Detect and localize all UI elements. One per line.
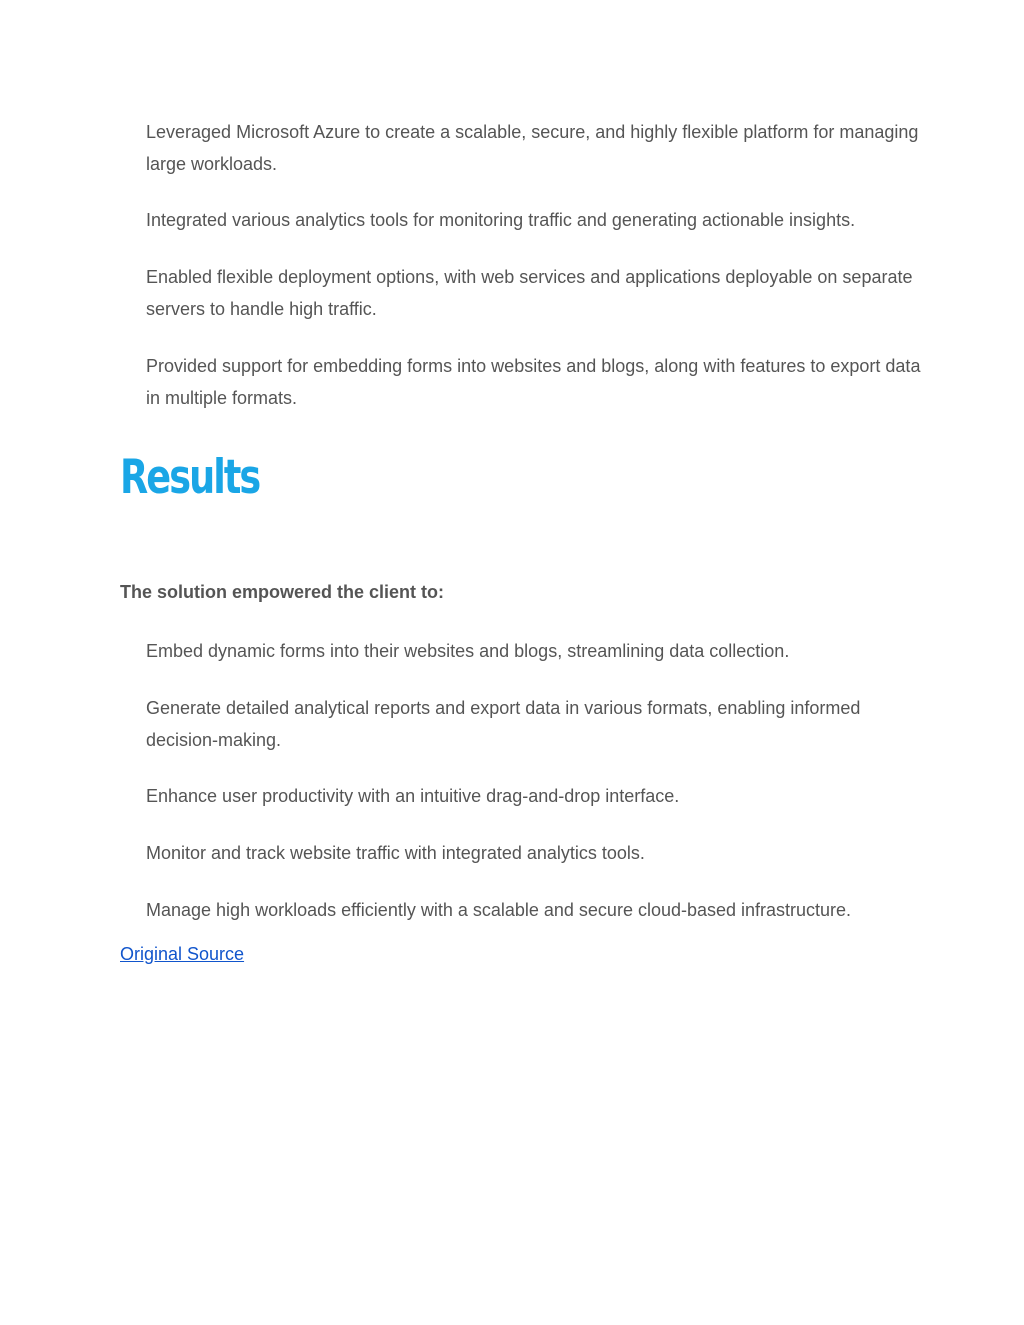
results-heading: Results: [120, 450, 260, 505]
result-item: Embed dynamic forms into their websites and blogs, streamlining data collection.: [146, 641, 790, 661]
results-lead: The solution empowered the client to:: [120, 582, 445, 602]
result-item: Manage high workloads efficiently with a scalable and secure cloud-based infrastructure.: [146, 900, 852, 920]
result-item: Enhance user productivity with an intuitive drag-and-drop interface.: [146, 786, 680, 806]
original-source-link[interactable]: Original Source: [120, 944, 245, 964]
solution-item: Integrated various analytics tools for monitoring traffic and generating actionable insights.: [146, 210, 856, 230]
result-item: Monitor and track website traffic with integrated analytics tools.: [146, 843, 645, 863]
result-item: Generate detailed analytical reports and export data in various formats, enabling informed decision-making.: [146, 698, 861, 750]
solution-item: Enabled flexible deployment options, with web services and applications deployable on separate servers to handle high traffic.: [146, 267, 913, 319]
solution-item: Leveraged Microsoft Azure to create a scalable, secure, and highly flexible platform for managing large workloads.: [146, 122, 919, 174]
solution-item: Provided support for embedding forms into websites and blogs, along with features to export data in multiple formats.: [146, 356, 921, 408]
